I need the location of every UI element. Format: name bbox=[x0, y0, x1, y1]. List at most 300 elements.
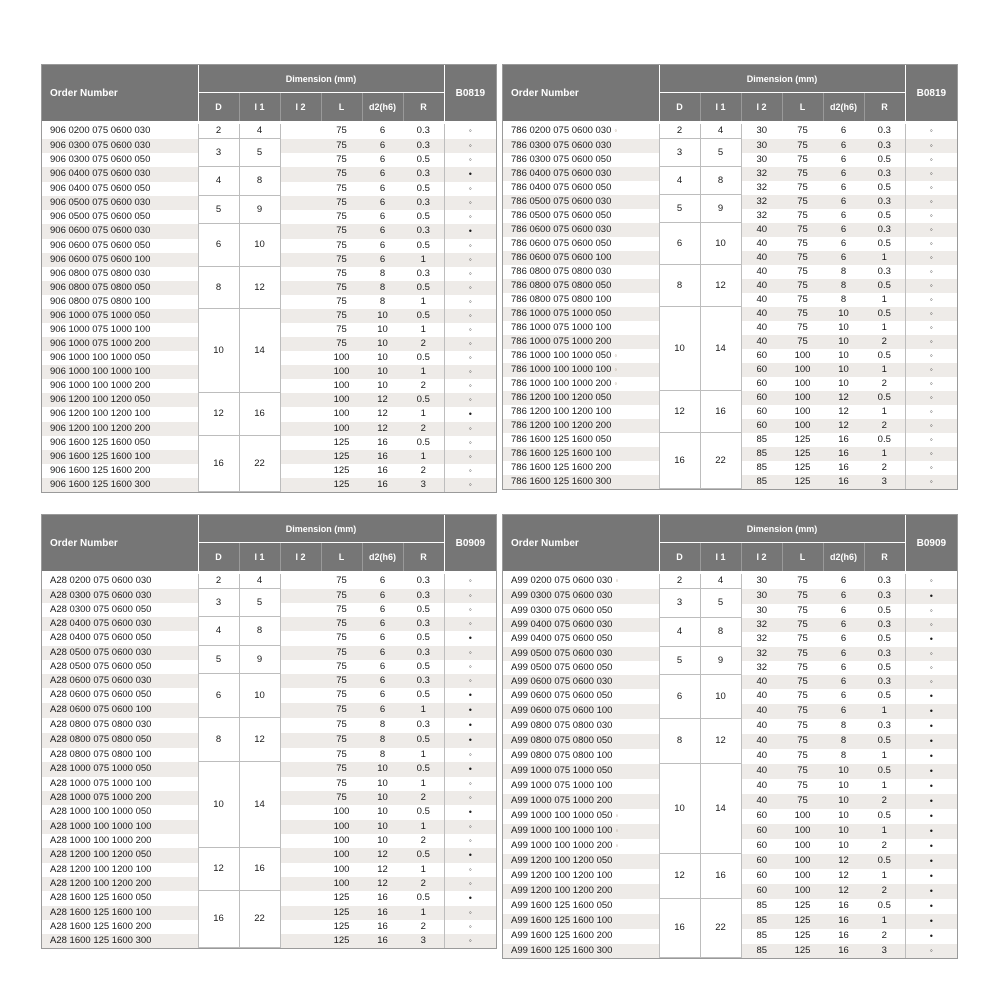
order-number: A99 0300 075 0600 030 bbox=[511, 590, 613, 601]
product-code-header: B0909 bbox=[444, 515, 496, 573]
radius-cell: 0.3 bbox=[864, 573, 905, 589]
order-number: A28 1200 100 1200 100 bbox=[50, 863, 152, 875]
open-circle-icon: ◦ bbox=[468, 935, 472, 945]
l2-cell: 32 bbox=[741, 632, 782, 647]
order-number-cell bbox=[42, 253, 198, 267]
radius-cell: 0.3 bbox=[403, 573, 444, 589]
shank-diameter-cell: 10 bbox=[362, 351, 403, 365]
open-circle-icon: ◦ bbox=[929, 462, 933, 472]
length-cell: 125 bbox=[321, 436, 362, 450]
shank-diameter-cell: 6 bbox=[362, 167, 403, 182]
open-circle-icon: ◦ bbox=[468, 661, 472, 671]
shank-diameter-cell: 10 bbox=[823, 307, 864, 321]
order-number-cell bbox=[42, 182, 198, 196]
order-number: A28 1000 075 1000 100 bbox=[50, 777, 152, 789]
l2-cell bbox=[280, 123, 321, 139]
order-number-cell bbox=[503, 237, 659, 251]
length-cell: 100 bbox=[321, 379, 362, 393]
shank-diameter-cell: 10 bbox=[362, 762, 403, 777]
length-cell: 75 bbox=[782, 749, 823, 764]
availability-cell bbox=[444, 891, 496, 906]
l1-cell: 9 bbox=[700, 195, 741, 223]
length-cell: 75 bbox=[782, 181, 823, 195]
filled-dot-icon: • bbox=[929, 720, 933, 731]
radius-cell: 0.5 bbox=[403, 631, 444, 646]
l2-cell bbox=[280, 906, 321, 920]
availability-cell bbox=[905, 265, 957, 279]
order-number-cell bbox=[42, 281, 198, 295]
availability-cell bbox=[444, 660, 496, 674]
order-number: 906 0800 075 0800 050 bbox=[50, 281, 151, 293]
l2-cell bbox=[280, 617, 321, 631]
order-number: 906 1000 100 1000 050 bbox=[50, 351, 151, 363]
product-table-bottom-right bbox=[502, 514, 958, 959]
order-number-cell bbox=[503, 377, 659, 391]
radius-cell: 1 bbox=[864, 779, 905, 794]
availability-cell bbox=[905, 123, 957, 139]
order-number-cell bbox=[503, 884, 659, 899]
spec-table bbox=[42, 65, 496, 492]
length-cell: 100 bbox=[782, 377, 823, 391]
table-row bbox=[42, 167, 496, 182]
shank-diameter-cell: 10 bbox=[823, 363, 864, 377]
availability-cell bbox=[444, 573, 496, 589]
radius-cell: 1 bbox=[864, 293, 905, 307]
col-d2-header: d2(h6) bbox=[823, 93, 864, 123]
availability-cell bbox=[905, 209, 957, 223]
order-number: 906 0500 075 0600 050 bbox=[50, 210, 151, 222]
radius-cell: 0.3 bbox=[864, 123, 905, 139]
order-number-cell bbox=[42, 153, 198, 167]
l2-cell: 30 bbox=[741, 604, 782, 618]
diameter-cell: 3 bbox=[198, 589, 239, 617]
order-number-cell bbox=[42, 224, 198, 239]
radius-cell: 0.5 bbox=[403, 762, 444, 777]
shank-diameter-cell: 16 bbox=[362, 891, 403, 906]
l1-cell: 9 bbox=[700, 647, 741, 675]
availability-cell bbox=[444, 210, 496, 224]
order-number-cell bbox=[42, 295, 198, 309]
order-number-cell bbox=[42, 646, 198, 660]
length-cell: 100 bbox=[321, 422, 362, 436]
availability-cell bbox=[905, 433, 957, 447]
order-number-cell bbox=[503, 869, 659, 884]
l2-cell: 40 bbox=[741, 764, 782, 779]
radius-cell: 3 bbox=[403, 934, 444, 948]
l2-cell: 40 bbox=[741, 251, 782, 265]
l2-cell: 85 bbox=[741, 475, 782, 489]
availability-cell bbox=[905, 363, 957, 377]
radius-cell: 1 bbox=[403, 820, 444, 834]
shank-diameter-cell: 6 bbox=[362, 688, 403, 703]
open-circle-icon: ◦ bbox=[929, 378, 933, 388]
length-cell: 75 bbox=[321, 603, 362, 617]
length-cell: 75 bbox=[321, 123, 362, 139]
col-L-header: L bbox=[782, 543, 823, 573]
order-number: 786 1200 100 1200 200 bbox=[511, 419, 612, 431]
order-number: A99 0500 075 0600 030 bbox=[511, 647, 613, 659]
open-circle-icon: ◦ bbox=[468, 921, 472, 931]
length-cell: 125 bbox=[782, 929, 823, 944]
note-marker-icon: ◦ bbox=[615, 576, 619, 586]
order-number-cell bbox=[503, 749, 659, 764]
l1-cell: 4 bbox=[239, 573, 280, 589]
l2-cell: 40 bbox=[741, 734, 782, 749]
length-cell: 100 bbox=[321, 393, 362, 407]
shank-diameter-cell: 6 bbox=[362, 224, 403, 239]
l2-cell bbox=[280, 920, 321, 934]
radius-cell: 0.3 bbox=[403, 646, 444, 660]
shank-diameter-cell: 6 bbox=[823, 661, 864, 675]
open-circle-icon: ◦ bbox=[468, 338, 472, 348]
l1-cell: 4 bbox=[700, 123, 741, 139]
l2-cell bbox=[280, 703, 321, 718]
shank-diameter-cell: 12 bbox=[362, 422, 403, 436]
shank-diameter-cell: 16 bbox=[362, 920, 403, 934]
order-number-cell bbox=[503, 181, 659, 195]
length-cell: 100 bbox=[321, 351, 362, 365]
order-number-cell bbox=[503, 419, 659, 433]
l2-cell bbox=[280, 631, 321, 646]
table-row bbox=[503, 589, 957, 604]
filled-dot-icon: • bbox=[468, 704, 472, 715]
order-number: 786 0800 075 0800 100 bbox=[511, 293, 612, 305]
table-row bbox=[42, 718, 496, 733]
order-number-cell bbox=[503, 223, 659, 237]
order-number-header: Order Number bbox=[503, 65, 659, 123]
availability-cell bbox=[905, 824, 957, 839]
open-circle-icon: ◦ bbox=[929, 648, 933, 658]
order-number-cell bbox=[42, 407, 198, 422]
shank-diameter-cell: 16 bbox=[362, 464, 403, 478]
availability-cell bbox=[444, 863, 496, 877]
radius-cell: 0.3 bbox=[403, 123, 444, 139]
filled-dot-icon: • bbox=[468, 763, 472, 774]
open-circle-icon: ◦ bbox=[929, 576, 933, 586]
length-cell: 75 bbox=[321, 718, 362, 733]
length-cell: 75 bbox=[782, 632, 823, 647]
availability-cell bbox=[444, 309, 496, 323]
l2-cell bbox=[280, 281, 321, 295]
col-d-header: D bbox=[198, 93, 239, 123]
l2-cell bbox=[280, 891, 321, 906]
radius-cell: 0.5 bbox=[864, 734, 905, 749]
l1-cell: 16 bbox=[700, 854, 741, 899]
open-circle-icon: ◦ bbox=[468, 352, 472, 362]
diameter-cell: 6 bbox=[198, 674, 239, 718]
availability-cell bbox=[444, 123, 496, 139]
order-number: 786 1000 075 1000 100 bbox=[511, 321, 612, 333]
radius-cell: 0.5 bbox=[403, 210, 444, 224]
availability-cell bbox=[905, 349, 957, 363]
length-cell: 75 bbox=[782, 209, 823, 223]
length-cell: 75 bbox=[321, 224, 362, 239]
l2-cell: 40 bbox=[741, 321, 782, 335]
shank-diameter-cell: 6 bbox=[823, 589, 864, 604]
l1-cell: 4 bbox=[239, 123, 280, 139]
order-number-cell bbox=[503, 719, 659, 734]
availability-cell bbox=[905, 779, 957, 794]
availability-cell bbox=[444, 450, 496, 464]
open-circle-icon: ◦ bbox=[929, 605, 933, 615]
availability-cell bbox=[444, 718, 496, 733]
length-cell: 100 bbox=[782, 869, 823, 884]
order-number: A99 1000 100 1000 100 bbox=[511, 825, 613, 836]
length-cell: 100 bbox=[782, 419, 823, 433]
diameter-cell: 5 bbox=[198, 196, 239, 224]
col-d-header: D bbox=[198, 543, 239, 573]
order-number-cell bbox=[42, 718, 198, 733]
diameter-cell: 4 bbox=[659, 618, 700, 647]
order-number-cell bbox=[42, 351, 198, 365]
l2-cell: 30 bbox=[741, 589, 782, 604]
length-cell: 75 bbox=[321, 253, 362, 267]
open-circle-icon: ◦ bbox=[468, 590, 472, 600]
filled-dot-icon: • bbox=[929, 840, 933, 851]
order-number: 786 0300 075 0600 030 bbox=[511, 139, 612, 151]
availability-cell bbox=[444, 934, 496, 948]
col-d-header: D bbox=[659, 543, 700, 573]
shank-diameter-cell: 16 bbox=[362, 450, 403, 464]
radius-cell: 0.5 bbox=[864, 307, 905, 321]
open-circle-icon: ◦ bbox=[468, 296, 472, 306]
diameter-cell: 8 bbox=[659, 265, 700, 307]
open-circle-icon: ◦ bbox=[929, 308, 933, 318]
length-cell: 100 bbox=[321, 877, 362, 891]
open-circle-icon: ◦ bbox=[468, 154, 472, 164]
radius-cell: 0.5 bbox=[864, 689, 905, 704]
filled-dot-icon: • bbox=[929, 780, 933, 791]
order-number-cell bbox=[42, 589, 198, 603]
availability-cell bbox=[444, 805, 496, 820]
order-number: 786 0200 075 0600 030 bbox=[511, 125, 612, 137]
order-number-cell bbox=[42, 906, 198, 920]
order-number-cell bbox=[42, 920, 198, 934]
availability-cell bbox=[905, 689, 957, 704]
availability-cell bbox=[905, 475, 957, 489]
table-row bbox=[503, 265, 957, 279]
l2-cell: 85 bbox=[741, 944, 782, 958]
radius-cell: 1 bbox=[403, 323, 444, 337]
l2-cell: 40 bbox=[741, 719, 782, 734]
filled-dot-icon: • bbox=[468, 719, 472, 730]
availability-cell bbox=[905, 153, 957, 167]
length-cell: 75 bbox=[321, 182, 362, 196]
col-l2-header: l 2 bbox=[741, 543, 782, 573]
open-circle-icon: ◦ bbox=[929, 238, 933, 248]
order-number: A28 1000 100 1000 100 bbox=[50, 820, 152, 832]
order-number-cell bbox=[42, 309, 198, 323]
order-number-cell bbox=[42, 123, 198, 139]
filled-dot-icon: • bbox=[929, 795, 933, 806]
l2-cell bbox=[280, 253, 321, 267]
open-circle-icon: ◦ bbox=[468, 324, 472, 334]
open-circle-icon: ◦ bbox=[468, 240, 472, 250]
availability-cell bbox=[905, 405, 957, 419]
l2-cell: 40 bbox=[741, 237, 782, 251]
col-l1-header: l 1 bbox=[239, 93, 280, 123]
shank-diameter-cell: 6 bbox=[362, 153, 403, 167]
length-cell: 75 bbox=[321, 573, 362, 589]
l2-cell: 40 bbox=[741, 689, 782, 704]
order-number: 786 0600 075 0600 050 bbox=[511, 237, 612, 249]
availability-cell bbox=[444, 182, 496, 196]
radius-cell: 1 bbox=[403, 777, 444, 791]
l2-cell: 60 bbox=[741, 405, 782, 419]
product-table-bottom-left bbox=[41, 514, 497, 949]
diameter-cell: 12 bbox=[198, 393, 239, 436]
open-circle-icon: ◦ bbox=[468, 310, 472, 320]
order-number: A28 1000 075 1000 200 bbox=[50, 791, 152, 803]
length-cell: 125 bbox=[321, 478, 362, 492]
length-cell: 75 bbox=[321, 309, 362, 323]
l2-cell bbox=[280, 351, 321, 365]
availability-cell bbox=[444, 617, 496, 631]
filled-dot-icon: • bbox=[468, 408, 472, 419]
col-l2-header: l 2 bbox=[280, 93, 321, 123]
open-circle-icon: ◦ bbox=[468, 380, 472, 390]
col-L-header: L bbox=[782, 93, 823, 123]
l2-cell: 30 bbox=[741, 573, 782, 589]
length-cell: 100 bbox=[782, 809, 823, 824]
shank-diameter-cell: 16 bbox=[823, 461, 864, 475]
order-number-cell bbox=[503, 307, 659, 321]
radius-cell: 0.5 bbox=[864, 209, 905, 223]
shank-diameter-cell: 10 bbox=[823, 839, 864, 854]
length-cell: 75 bbox=[321, 733, 362, 748]
order-number: A99 1600 125 1600 200 bbox=[511, 930, 613, 941]
open-circle-icon: ◦ bbox=[468, 268, 472, 278]
order-number-cell bbox=[503, 914, 659, 929]
radius-cell: 1 bbox=[403, 703, 444, 718]
l1-cell: 10 bbox=[700, 223, 741, 265]
l2-cell bbox=[280, 407, 321, 422]
shank-diameter-cell: 12 bbox=[823, 405, 864, 419]
shank-diameter-cell: 12 bbox=[362, 863, 403, 877]
l2-cell bbox=[280, 436, 321, 450]
radius-cell: 3 bbox=[864, 944, 905, 958]
length-cell: 100 bbox=[321, 848, 362, 863]
open-circle-icon: ◦ bbox=[929, 619, 933, 629]
shank-diameter-cell: 16 bbox=[362, 478, 403, 492]
length-cell: 75 bbox=[782, 573, 823, 589]
length-cell: 75 bbox=[321, 210, 362, 224]
l2-cell: 40 bbox=[741, 279, 782, 293]
order-number: A28 1000 100 1000 050 bbox=[50, 806, 152, 817]
order-number-cell bbox=[42, 139, 198, 153]
order-number: A28 0300 075 0600 050 bbox=[50, 603, 152, 615]
shank-diameter-cell: 10 bbox=[362, 834, 403, 848]
availability-cell bbox=[444, 877, 496, 891]
order-number: 786 1000 075 1000 200 bbox=[511, 335, 612, 347]
filled-dot-icon: • bbox=[468, 689, 472, 700]
open-circle-icon: ◦ bbox=[929, 364, 933, 374]
open-circle-icon: ◦ bbox=[468, 465, 472, 475]
shank-diameter-cell: 8 bbox=[362, 267, 403, 281]
l1-cell: 12 bbox=[700, 719, 741, 764]
availability-cell bbox=[444, 351, 496, 365]
l2-cell bbox=[280, 762, 321, 777]
radius-cell: 2 bbox=[864, 839, 905, 854]
availability-cell bbox=[905, 839, 957, 854]
order-number-cell bbox=[503, 167, 659, 181]
length-cell: 75 bbox=[321, 762, 362, 777]
l2-cell: 60 bbox=[741, 824, 782, 839]
radius-cell: 0.3 bbox=[864, 265, 905, 279]
availability-cell bbox=[444, 464, 496, 478]
order-number: A28 0600 075 0600 030 bbox=[50, 674, 152, 686]
availability-cell bbox=[905, 321, 957, 335]
length-cell: 125 bbox=[782, 475, 823, 489]
order-number-cell bbox=[42, 777, 198, 791]
open-circle-icon: ◦ bbox=[468, 140, 472, 150]
length-cell: 75 bbox=[321, 660, 362, 674]
l2-cell bbox=[280, 267, 321, 281]
availability-cell bbox=[444, 688, 496, 703]
filled-dot-icon: • bbox=[929, 810, 933, 821]
filled-dot-icon: • bbox=[929, 590, 933, 601]
radius-cell: 2 bbox=[403, 834, 444, 848]
availability-cell bbox=[444, 253, 496, 267]
table-row bbox=[503, 391, 957, 405]
open-circle-icon: ◦ bbox=[929, 196, 933, 206]
order-number: 786 1000 075 1000 050 bbox=[511, 307, 612, 319]
table-row bbox=[503, 123, 957, 139]
shank-diameter-cell: 12 bbox=[823, 884, 864, 899]
length-cell: 75 bbox=[321, 688, 362, 703]
filled-dot-icon: • bbox=[929, 705, 933, 716]
table-row bbox=[503, 854, 957, 869]
dimension-header: Dimension (mm) bbox=[198, 515, 444, 543]
order-number: 906 0200 075 0600 030 bbox=[50, 125, 151, 137]
radius-cell: 0.3 bbox=[864, 139, 905, 153]
order-number: A99 1000 100 1000 050 bbox=[511, 810, 613, 821]
order-number-cell bbox=[503, 899, 659, 914]
length-cell: 75 bbox=[782, 779, 823, 794]
shank-diameter-cell: 10 bbox=[362, 337, 403, 351]
order-number-cell bbox=[42, 337, 198, 351]
table-row bbox=[42, 762, 496, 777]
l2-cell: 40 bbox=[741, 293, 782, 307]
length-cell: 100 bbox=[321, 820, 362, 834]
table-row bbox=[42, 436, 496, 450]
availability-cell bbox=[444, 906, 496, 920]
note-marker-icon: ◦ bbox=[614, 350, 618, 360]
availability-cell bbox=[905, 944, 957, 958]
order-number-cell bbox=[503, 391, 659, 405]
shank-diameter-cell: 6 bbox=[823, 209, 864, 223]
diameter-cell: 2 bbox=[659, 573, 700, 589]
availability-cell bbox=[444, 393, 496, 407]
availability-cell bbox=[905, 167, 957, 181]
product-code-header: B0819 bbox=[905, 65, 957, 123]
radius-cell: 0.3 bbox=[403, 139, 444, 153]
diameter-cell: 6 bbox=[198, 224, 239, 267]
shank-diameter-cell: 8 bbox=[362, 718, 403, 733]
col-L-header: L bbox=[321, 93, 362, 123]
col-l2-header: l 2 bbox=[741, 93, 782, 123]
diameter-cell: 4 bbox=[198, 167, 239, 196]
table-row bbox=[42, 891, 496, 906]
shank-diameter-cell: 16 bbox=[823, 929, 864, 944]
order-number: 906 0400 075 0600 030 bbox=[50, 168, 151, 179]
l2-cell bbox=[280, 167, 321, 182]
l2-cell: 40 bbox=[741, 335, 782, 349]
l2-cell: 32 bbox=[741, 661, 782, 675]
l2-cell bbox=[280, 210, 321, 224]
order-number-cell bbox=[503, 195, 659, 209]
order-number-cell bbox=[503, 689, 659, 704]
